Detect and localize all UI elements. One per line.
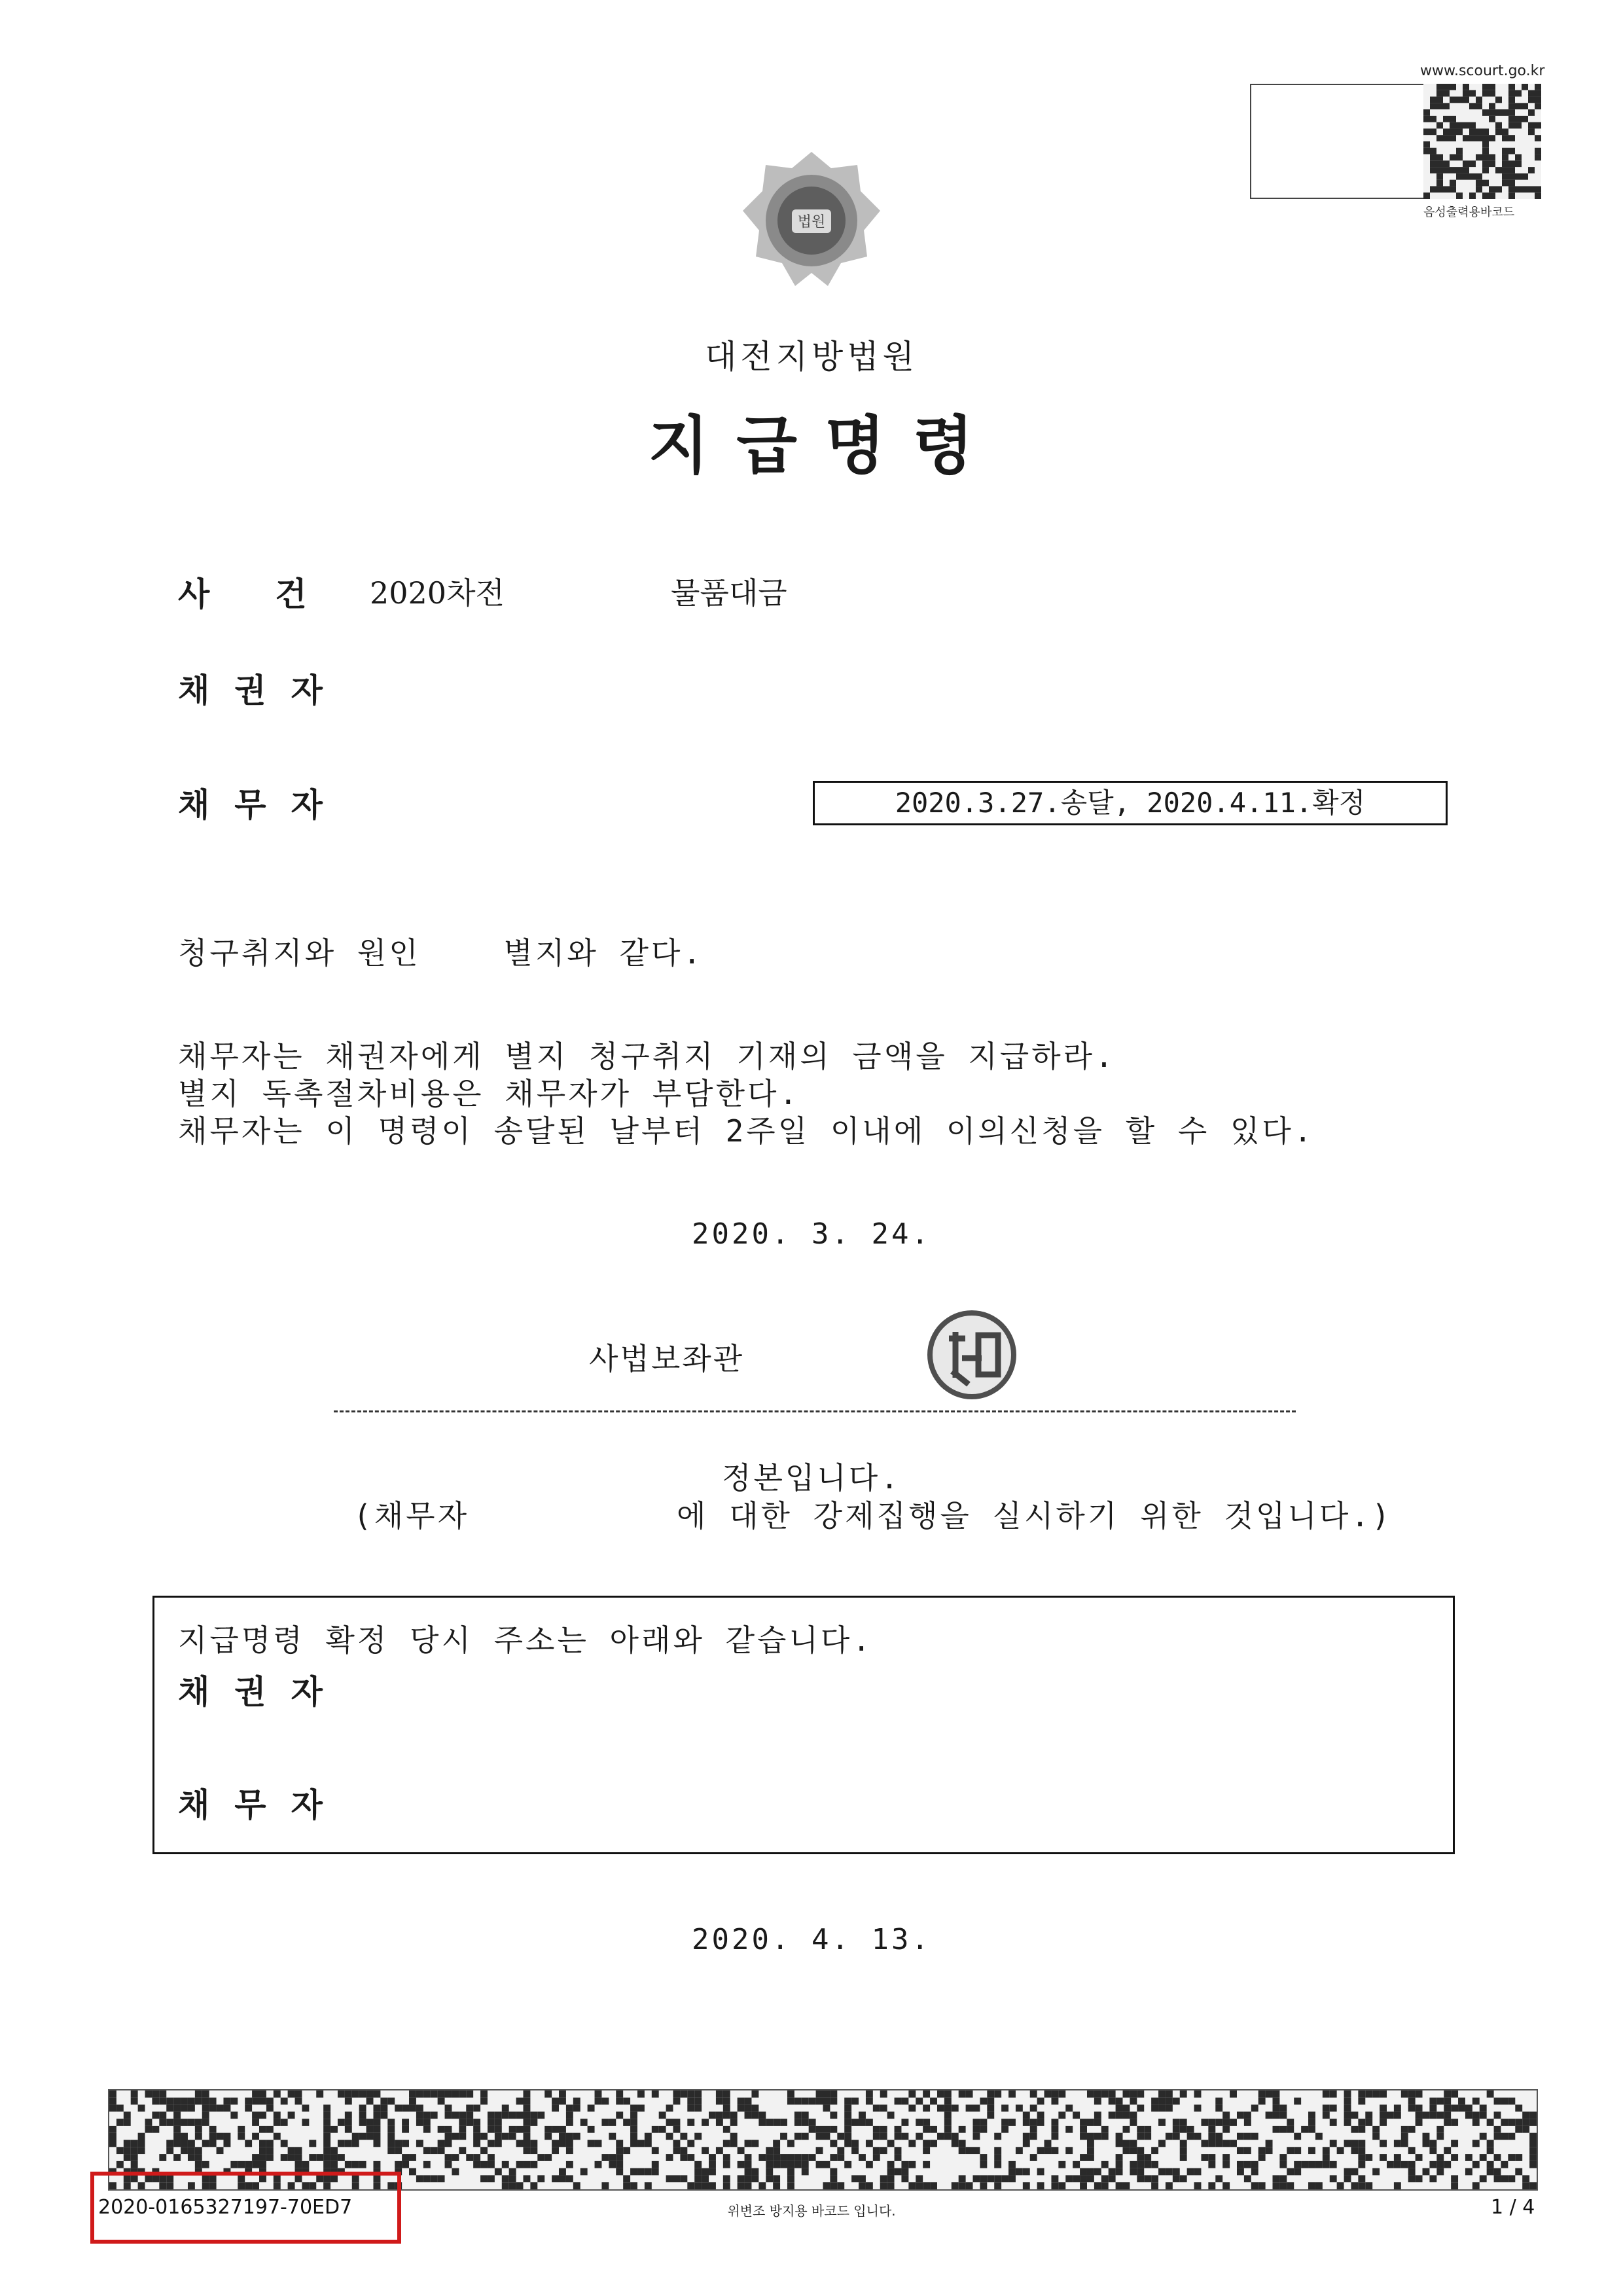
debtor-label: 채무자 (178, 785, 348, 824)
case-subject: 물품대금 (671, 575, 787, 611)
court-emblem-icon (736, 145, 887, 296)
barcode-note: 위변조 방지용 바코드 입니다. (727, 2203, 896, 2219)
document-title: 지급명령 (648, 409, 1001, 482)
official-seal-icon (916, 1306, 1027, 1404)
page-number: 1 / 4 (1491, 2196, 1535, 2219)
delivery-confirmation-box: 2020.3.27.송달, 2020.4.11.확정 (813, 781, 1448, 825)
emblem-text: 법원 (797, 214, 826, 230)
address-creditor-label: 채권자 (178, 1672, 348, 1711)
case-number: 2020차전 (370, 575, 505, 611)
claim-line: 청구취지와 원인 별지와 같다. (178, 935, 704, 971)
creditor-label: 채권자 (178, 671, 348, 709)
order-line: 채무자는 이 명령이 송달된 날부터 2주일 이내에 이의신청을 할 수 있다. (178, 1113, 1315, 1149)
qr-caption: 음성출력용바코드 (1423, 206, 1515, 219)
officer-title: 사법보좌관 (589, 1341, 745, 1376)
address-intro: 지급명령 확정 당시 주소는 아래와 같습니다. (178, 1623, 874, 1658)
order-line: 채무자는 채권자에게 별지 청구취지 기재의 금액을 지급하라. (178, 1039, 1116, 1074)
order-line: 별지 독촉절차비용은 채무자가 부담한다. (178, 1076, 800, 1111)
document-id: 2020-0165327197-70ED7 (98, 2196, 353, 2219)
qr-code-icon (1423, 84, 1541, 199)
confirmation-date: 2020. 4. 13. (692, 1923, 931, 1956)
site-url: www.scourt.go.kr (1420, 63, 1545, 79)
enforcement-note: (채무자 에 대한 강제집행을 실시하기 위한 것입니다.) (353, 1498, 1393, 1534)
case-label: 사건 (178, 575, 372, 613)
court-name: 대전지방법원 (705, 338, 918, 376)
copy-note: 정본입니다. (722, 1460, 901, 1496)
address-debtor-label: 채무자 (178, 1785, 348, 1824)
order-date: 2020. 3. 24. (692, 1217, 931, 1251)
divider-line (334, 1410, 1296, 1412)
